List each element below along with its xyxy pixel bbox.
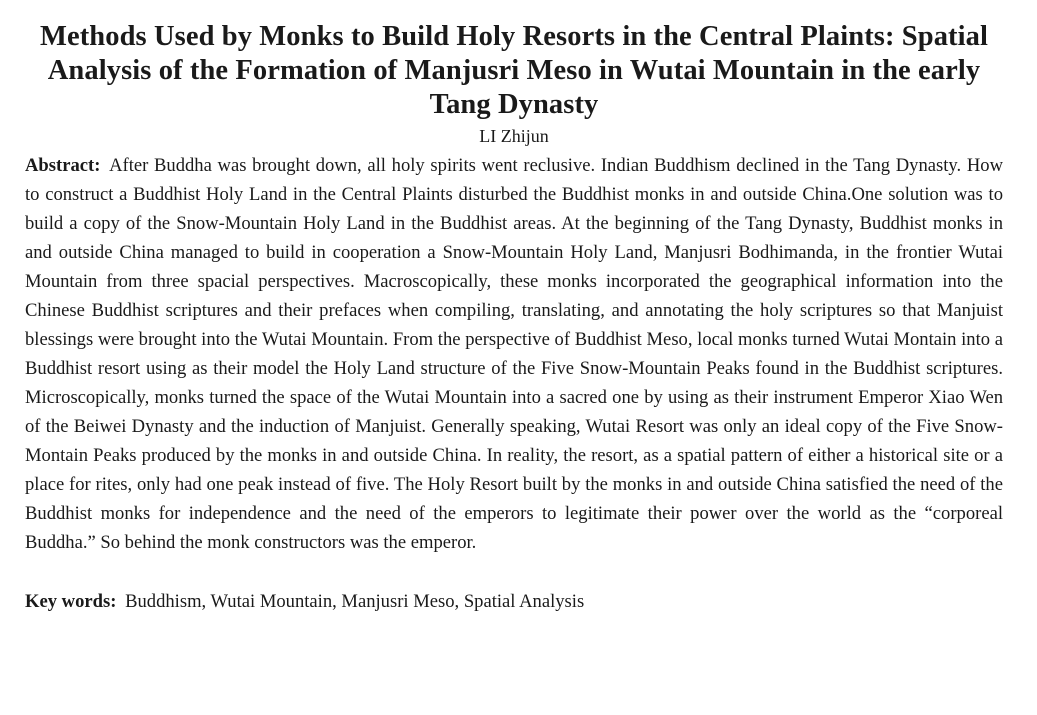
- abstract-label: Abstract:: [25, 155, 101, 176]
- author-name: LI Zhijun: [479, 126, 549, 146]
- keywords-section: [25, 587, 1003, 616]
- paper-page: [25, 0, 1003, 616]
- keywords-text: Buddhism, Wutai Mountain, Manjusri Meso, Spatial Analysis: [125, 591, 585, 612]
- abstract-section: [25, 151, 1003, 557]
- abstract-text: After Buddha was brought down, all holy spirits went reclusive. Indian Buddhism declined in the Tang Dynasty. How to construct a Buddhist Holy Land in the Central Plaints disturbed the Buddhist monks in and outside China.One solution was to build a copy of the Snow-Mountain Holy Land in the Buddhist areas. At the beginning of the Tang Dynasty, Buddhist monks in and outside China managed to build in cooperation a Snow-Mountain Holy Land, Manjusri Bodhimanda, in the frontier Wutai Mountain from three spacial perspectives. Macroscopically, these monks incorporated the geographical information into the Chinese Buddhist scriptures and their prefaces when compiling, translating, and annotating the holy scriptures so that Manjuist blessings were brought into the Wutai Mountain. From the perspective of Buddhist Meso, local monks turned Wutai Montain into a Buddhist resort using as their model the Holy Land structure of the Five Snow-Mountain Peaks found in the Buddhist scriptures. Microscopically, monks turned the space of the Wutai Mountain into a sacred one by using as their instrument Emperor Xiao Wen of the Beiwei Dynasty and the induction of Manjuist. Generally speaking, Wutai Resort was only an ideal copy of the Five Snow-Montain Peaks produced by the monks in and outside China. In reality, the resort, as a spatial pattern of either a historical site or a place for rites, only had one peak instead of five. The Holy Resort built by the monks in and outside China satisfied the need of the Buddhist monks for independence and the need of the emperors to legitimate their power over the world as the “corporeal Buddha.” So behind the monk constructors was the emperor.: [25, 155, 1004, 553]
- paper-title: Methods Used by Monks to Build Holy Resorts in the Central Plaints: Spatial Analysis of the Formation of Manjusri Meso in Wutai Mountain in the early Tang Dynasty: [39, 21, 989, 120]
- keywords-label: Key words:: [25, 591, 117, 612]
